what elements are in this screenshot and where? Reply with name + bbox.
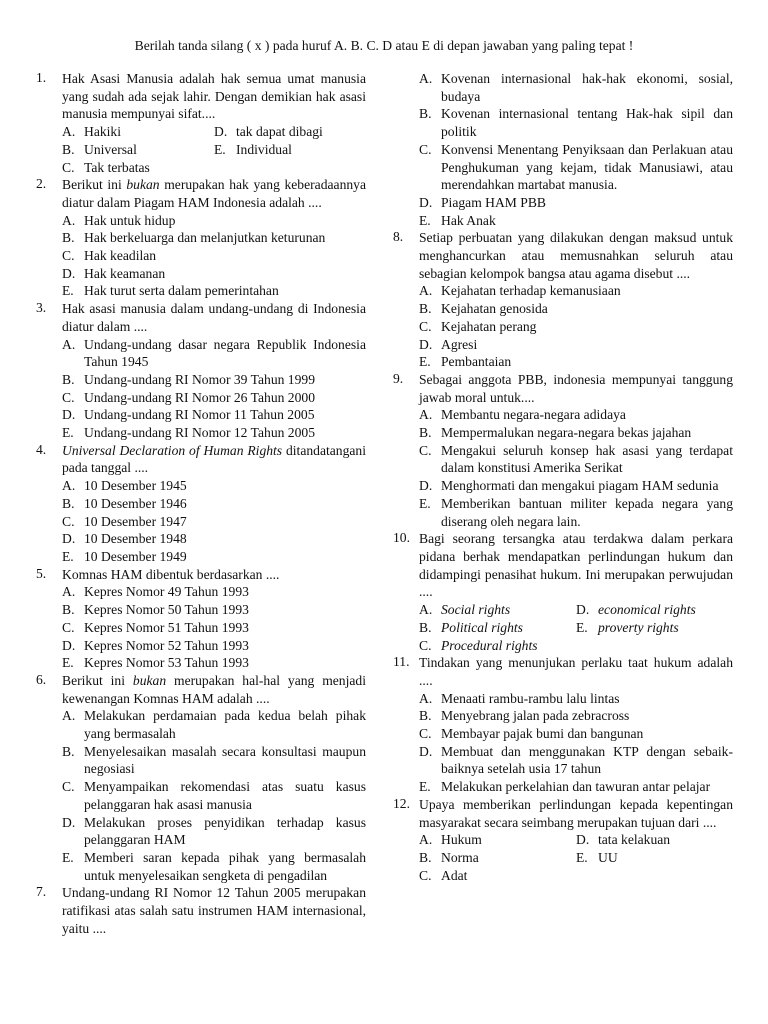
- option-letter: B.: [419, 619, 432, 635]
- question-item: [393, 70, 733, 229]
- answer-option: [62, 654, 366, 672]
- answer-option: [62, 159, 366, 177]
- options-list: [62, 477, 366, 566]
- question-line: [36, 70, 366, 123]
- option-pair-row: [419, 849, 733, 867]
- option-letter: B.: [62, 141, 75, 157]
- question-line: [393, 530, 733, 601]
- answer-option: [62, 849, 366, 884]
- answer-option: [419, 318, 733, 336]
- question-item: [36, 566, 366, 672]
- option-letter: D.: [419, 194, 433, 210]
- answer-option: [419, 867, 733, 885]
- option-text: Mempermalukan negara-negara bekas jajahan: [441, 425, 692, 441]
- question-item: [393, 371, 733, 530]
- option-text: Undang-undang dasar negara Republik Indonesia Tahun 1945: [84, 336, 366, 370]
- option-text: Melakukan proses penyidikan terhadap kasus pelanggaran HAM: [84, 814, 366, 848]
- option-text: Pembantaian: [441, 354, 512, 370]
- question-number: 6.: [36, 671, 47, 687]
- option-letter: B.: [419, 425, 432, 441]
- answer-option: [419, 495, 733, 530]
- option-letter: B.: [419, 849, 432, 865]
- answer-option: [62, 265, 366, 283]
- option-text: 10 Desember 1946: [84, 495, 187, 511]
- question-item: [36, 442, 366, 566]
- answer-option: [419, 849, 576, 867]
- option-letter: C.: [62, 248, 75, 264]
- option-letter: C.: [62, 779, 75, 795]
- option-text: Hak keadilan: [84, 248, 157, 264]
- answer-option: [62, 477, 366, 495]
- answer-option: [419, 707, 733, 725]
- option-text: Norma: [441, 849, 479, 865]
- question-item: [36, 884, 366, 937]
- question-number: 5.: [36, 565, 47, 581]
- answer-option: [62, 495, 366, 513]
- option-letter: C.: [62, 159, 75, 175]
- option-text: tak dapat dibagi: [236, 124, 323, 140]
- option-letter: D.: [419, 478, 433, 494]
- question-number: 10.: [393, 530, 410, 546]
- option-letter: B.: [62, 495, 75, 511]
- question-item: [36, 70, 366, 176]
- options-list: [62, 212, 366, 301]
- option-text: tata kelakuan: [598, 832, 671, 848]
- option-letter: D.: [214, 124, 228, 140]
- answer-option: [576, 849, 733, 867]
- option-letter: C.: [419, 318, 432, 334]
- option-letter: C.: [419, 141, 432, 157]
- question-item: [36, 176, 366, 300]
- answer-option: [576, 601, 733, 619]
- answer-option: [419, 70, 733, 105]
- option-letter: D.: [576, 602, 590, 618]
- option-letter: A.: [62, 708, 76, 724]
- option-letter: E.: [62, 425, 74, 441]
- option-letter: E.: [419, 212, 431, 228]
- answer-option: [576, 619, 733, 637]
- option-letter: A.: [419, 283, 433, 299]
- option-text: Menyelesaikan masalah secara konsultasi maupun negosiasi: [84, 743, 366, 777]
- question-stem-italic: bukan: [126, 177, 160, 193]
- option-text: Hak berkeluarga dan melanjutkan keturunan: [84, 230, 326, 246]
- option-letter: E.: [419, 495, 431, 511]
- answer-option: [419, 690, 733, 708]
- option-text: Kejahatan perang: [441, 318, 537, 334]
- answer-option: [62, 229, 366, 247]
- options-list: [419, 831, 733, 884]
- question-stem: Tindakan yang menunjukan perlaku taat hukum adalah ....: [419, 655, 733, 688]
- option-text: economical rights: [598, 602, 696, 618]
- answer-option: [419, 282, 733, 300]
- option-text: Memberikan bantuan militer kepada negara yang diserang oleh negara lain.: [441, 495, 733, 529]
- option-text: Kejahatan terhadap kemanusiaan: [441, 283, 621, 299]
- option-letter: A.: [62, 478, 76, 494]
- question-stem-italic: Universal Declaration of Human Rights: [62, 442, 283, 458]
- options-list: [62, 336, 366, 442]
- option-text: UU: [598, 849, 618, 865]
- question-stem: Undang-undang RI Nomor 12 Tahun 2005 merupakan ratifikasi atas salah satu instrumen HAM internasional, yaitu ....: [62, 885, 366, 936]
- answer-option: [419, 424, 733, 442]
- option-text: Undang-undang RI Nomor 11 Tahun 2005: [84, 407, 315, 423]
- answer-option: [62, 530, 366, 548]
- question-number: 1.: [36, 70, 47, 85]
- answer-option: [419, 336, 733, 354]
- option-letter: E.: [62, 849, 74, 865]
- option-letter: A.: [62, 584, 76, 600]
- question-number: 7.: [36, 884, 47, 900]
- question-number: 9.: [393, 370, 404, 386]
- option-letter: E.: [576, 619, 588, 635]
- option-text: Kepres Nomor 49 Tahun 1993: [84, 584, 249, 600]
- option-text: Adat: [441, 867, 468, 883]
- answer-option: [62, 637, 366, 655]
- option-text: 10 Desember 1945: [84, 478, 187, 494]
- question-stem: Bagi seorang tersangka atau terdakwa dalam perkara pidana berhak mendapatkan perlindungan hukum dan didampingi penasihat hukum. Ini merupakan perwujudan ....: [419, 531, 733, 600]
- answer-option: [419, 743, 733, 778]
- options-list: [419, 690, 733, 796]
- option-pair-row: [62, 141, 366, 159]
- option-text: Membuat dan menggunakan KTP dengan sebaik-baiknya setelah usia 17 tahun: [441, 743, 733, 777]
- option-letter: D.: [62, 265, 76, 281]
- option-letter: A.: [62, 124, 76, 140]
- answer-option: [419, 725, 733, 743]
- question-number: 11.: [393, 654, 410, 670]
- option-text: Menghormati dan mengakui piagam HAM sedunia: [441, 478, 719, 494]
- answer-option: [419, 442, 733, 477]
- answer-option: [62, 548, 366, 566]
- answer-option: [62, 247, 366, 265]
- options-list: [62, 123, 366, 176]
- option-text: Mengakui seluruh konsep hak asasi yang terdapat dalam konstitusi Amerika Serikat: [441, 442, 733, 476]
- answer-option: [62, 814, 366, 849]
- question-number: 3.: [36, 300, 47, 316]
- question-item: [36, 672, 366, 884]
- option-text: 10 Desember 1947: [84, 513, 187, 529]
- question-line: [36, 884, 366, 937]
- option-letter: D.: [62, 407, 76, 423]
- option-letter: E.: [62, 283, 74, 299]
- question-item: [393, 796, 733, 885]
- answer-option: [419, 406, 733, 424]
- options-list: [419, 406, 733, 530]
- option-letter: C.: [62, 513, 75, 529]
- answer-option: [419, 194, 733, 212]
- question-item: [393, 654, 733, 796]
- question-stem-italic: bukan: [132, 672, 167, 688]
- option-text: Piagam HAM PBB: [441, 194, 546, 210]
- option-letter: D.: [62, 637, 76, 653]
- question-line: [36, 672, 366, 707]
- option-letter: E.: [419, 779, 431, 795]
- option-letter: A.: [419, 690, 433, 706]
- option-text: Hukum: [441, 832, 482, 848]
- option-pair-row: [419, 601, 733, 619]
- question-stem: Berikut ini bukan merupakan hal-hal yang menjadi kewenangan Komnas HAM adalah ....: [62, 672, 366, 706]
- question-stem: Hak Asasi Manusia adalah hak semua umat manusia yang sudah ada sejak lahir. Dengan demikian hak asasi manusia mempunyai sifat....: [62, 71, 366, 122]
- instruction-text: Berilah tanda silang ( x ) pada huruf A. B. C. D atau E di depan jawaban yang paling tepat !: [134, 38, 634, 53]
- question-line: [393, 229, 733, 282]
- option-text: Menaati rambu-rambu lalu lintas: [441, 690, 620, 706]
- option-letter: B.: [419, 708, 432, 724]
- option-text: Menyampaikan rekomendasi atas suatu kasus pelanggaran hak asasi manusia: [84, 779, 366, 812]
- option-letter: E.: [419, 354, 431, 370]
- option-text: Undang-undang RI Nomor 12 Tahun 2005: [84, 425, 315, 441]
- answer-option: [419, 477, 733, 495]
- answer-option: [62, 743, 366, 778]
- option-letter: C.: [419, 442, 432, 458]
- question-stem: Setiap perbuatan yang dilakukan dengan maksud untuk menghancurkan atau memusnahkan seluruh atau sebagian kelompok bangsa atau agama disebut ....: [419, 230, 733, 281]
- options-list: [419, 601, 733, 654]
- answer-option: [62, 707, 366, 742]
- option-letter: B.: [62, 602, 75, 618]
- answer-option: [214, 141, 366, 159]
- option-text: Hakiki: [84, 124, 121, 140]
- question-item: [393, 530, 733, 654]
- option-text: Political rights: [441, 619, 523, 635]
- option-pair-row: [419, 619, 733, 637]
- option-letter: B.: [62, 371, 75, 387]
- option-text: Kepres Nomor 50 Tahun 1993: [84, 602, 249, 618]
- options-list: [419, 70, 733, 229]
- option-letter: A.: [62, 336, 76, 352]
- answer-option: [62, 282, 366, 300]
- option-text: Hak keamanan: [84, 265, 166, 281]
- option-letter: A.: [419, 832, 433, 848]
- option-text: Undang-undang RI Nomor 39 Tahun 1999: [84, 371, 315, 387]
- question-line: [393, 796, 733, 831]
- option-letter: E.: [62, 548, 74, 564]
- option-letter: A.: [62, 212, 76, 228]
- option-letter: C.: [62, 619, 75, 635]
- answer-option: [62, 123, 214, 141]
- option-text: Kovenan internasional hak-hak ekonomi, sosial, budaya: [441, 71, 733, 104]
- answer-option: [214, 123, 366, 141]
- option-pair-row: [62, 123, 366, 141]
- question-stem: Komnas HAM dibentuk berdasarkan ....: [62, 566, 280, 582]
- option-text: Konvensi Menentang Penyiksaan dan Perlakuan atau Penghukuman yang kejam, tidak Manusiawi, atau merendahkan martabat manusia.: [441, 141, 733, 193]
- question-item: [393, 229, 733, 371]
- option-text: Melakukan perkelahian dan tawuran antar pelajar: [441, 779, 711, 795]
- option-letter: E.: [576, 849, 588, 865]
- answer-option: [62, 371, 366, 389]
- option-letter: C.: [419, 867, 432, 883]
- answer-option: [62, 583, 366, 601]
- question-line: [393, 371, 733, 406]
- option-letter: C.: [419, 637, 432, 653]
- option-text: Membayar pajak bumi dan bangunan: [441, 726, 644, 742]
- answer-option: [576, 831, 733, 849]
- right-column: [393, 70, 733, 884]
- option-text: Memberi saran kepada pihak yang bermasalah untuk menyelesaikan sengketa di pengadilan: [84, 849, 366, 883]
- answer-option: [419, 212, 733, 230]
- options-list: [419, 282, 733, 371]
- option-text: Membantu negara-negara adidaya: [441, 407, 626, 423]
- option-letter: E.: [214, 141, 226, 157]
- option-text: Kejahatan genosida: [441, 301, 548, 317]
- question-line: [36, 566, 366, 584]
- option-text: Tak terbatas: [84, 159, 150, 175]
- option-letter: A.: [419, 407, 433, 423]
- option-letter: A.: [419, 602, 433, 618]
- question-stem: Upaya memberikan perlindungan kepada kepentingan masyarakat secara seimbang merupakan tujuan dari ....: [419, 796, 733, 830]
- option-letter: D.: [419, 336, 433, 352]
- question-number: 12.: [393, 795, 410, 811]
- option-letter: D.: [62, 531, 76, 547]
- option-text: Hak Anak: [441, 212, 496, 228]
- question-number: 4.: [36, 441, 47, 457]
- option-letter: D.: [62, 814, 76, 830]
- answer-option: [62, 601, 366, 619]
- option-text: Kepres Nomor 52 Tahun 1993: [84, 637, 249, 653]
- option-text: proverty rights: [598, 619, 679, 635]
- option-letter: C.: [419, 726, 432, 742]
- option-letter: B.: [419, 301, 432, 317]
- option-text: Kepres Nomor 53 Tahun 1993: [84, 655, 249, 671]
- answer-option: [62, 619, 366, 637]
- answer-option: [62, 424, 366, 442]
- answer-option: [62, 212, 366, 230]
- answer-option: [419, 300, 733, 318]
- option-text: Social rights: [441, 602, 511, 618]
- question-stem: Universal Declaration of Human Rights ditandatangani pada tanggal ....: [62, 442, 366, 476]
- option-letter: B.: [62, 743, 75, 759]
- answer-option: [62, 336, 366, 371]
- option-text: Agresi: [441, 336, 478, 352]
- option-text: 10 Desember 1949: [84, 548, 187, 564]
- question-line: [36, 300, 366, 335]
- answer-option: [419, 353, 733, 371]
- option-text: Undang-undang RI Nomor 26 Tahun 2000: [84, 389, 315, 405]
- answer-option: [419, 778, 733, 796]
- question-stem: Hak asasi manusia dalam undang-undang di Indonesia diatur dalam ....: [62, 301, 366, 334]
- question-number: 2.: [36, 176, 47, 192]
- answer-option: [419, 637, 733, 655]
- answer-option: [62, 389, 366, 407]
- answer-option: [419, 141, 733, 194]
- option-text: Menyebrang jalan pada zebracross: [441, 708, 630, 724]
- answer-option: [62, 141, 214, 159]
- option-text: Universal: [84, 141, 137, 157]
- option-pair-row: [419, 831, 733, 849]
- option-letter: B.: [419, 106, 432, 122]
- left-column: [36, 70, 366, 937]
- option-text: Individual: [236, 141, 292, 157]
- answer-option: [62, 406, 366, 424]
- option-letter: E.: [62, 655, 74, 671]
- option-text: Kovenan internasional tentang Hak-hak sipil dan politik: [441, 106, 733, 140]
- answer-option: [419, 831, 576, 849]
- option-letter: D.: [576, 832, 590, 848]
- option-letter: B.: [62, 230, 75, 246]
- option-letter: D.: [419, 743, 433, 759]
- question-line: [36, 442, 366, 477]
- answer-option: [62, 778, 366, 813]
- option-letter: A.: [419, 71, 433, 86]
- option-text: Hak untuk hidup: [84, 212, 176, 228]
- options-list: [62, 707, 366, 884]
- options-list: [62, 583, 366, 672]
- option-text: Melakukan perdamaian pada kedua belah pihak yang bermasalah: [84, 708, 366, 742]
- option-text: Hak turut serta dalam pemerintahan: [84, 283, 279, 299]
- answer-option: [419, 619, 576, 637]
- option-letter: C.: [62, 389, 75, 405]
- answer-option: [419, 601, 576, 619]
- question-number: 8.: [393, 229, 404, 245]
- question-line: [36, 176, 366, 211]
- question-stem: Berikut ini bukan merupakan hak yang keberadaannya diatur dalam Piagam HAM Indonesia adalah ....: [62, 177, 366, 210]
- answer-option: [62, 513, 366, 531]
- option-text: 10 Desember 1948: [84, 531, 187, 547]
- question-stem: Sebagai anggota PBB, indonesia mempunyai tanggung jawab moral untuk....: [419, 371, 733, 405]
- answer-option: [419, 105, 733, 140]
- question-line: [393, 654, 733, 689]
- option-text: Procedural rights: [441, 637, 538, 653]
- option-text: Kepres Nomor 51 Tahun 1993: [84, 619, 249, 635]
- question-item: [36, 300, 366, 442]
